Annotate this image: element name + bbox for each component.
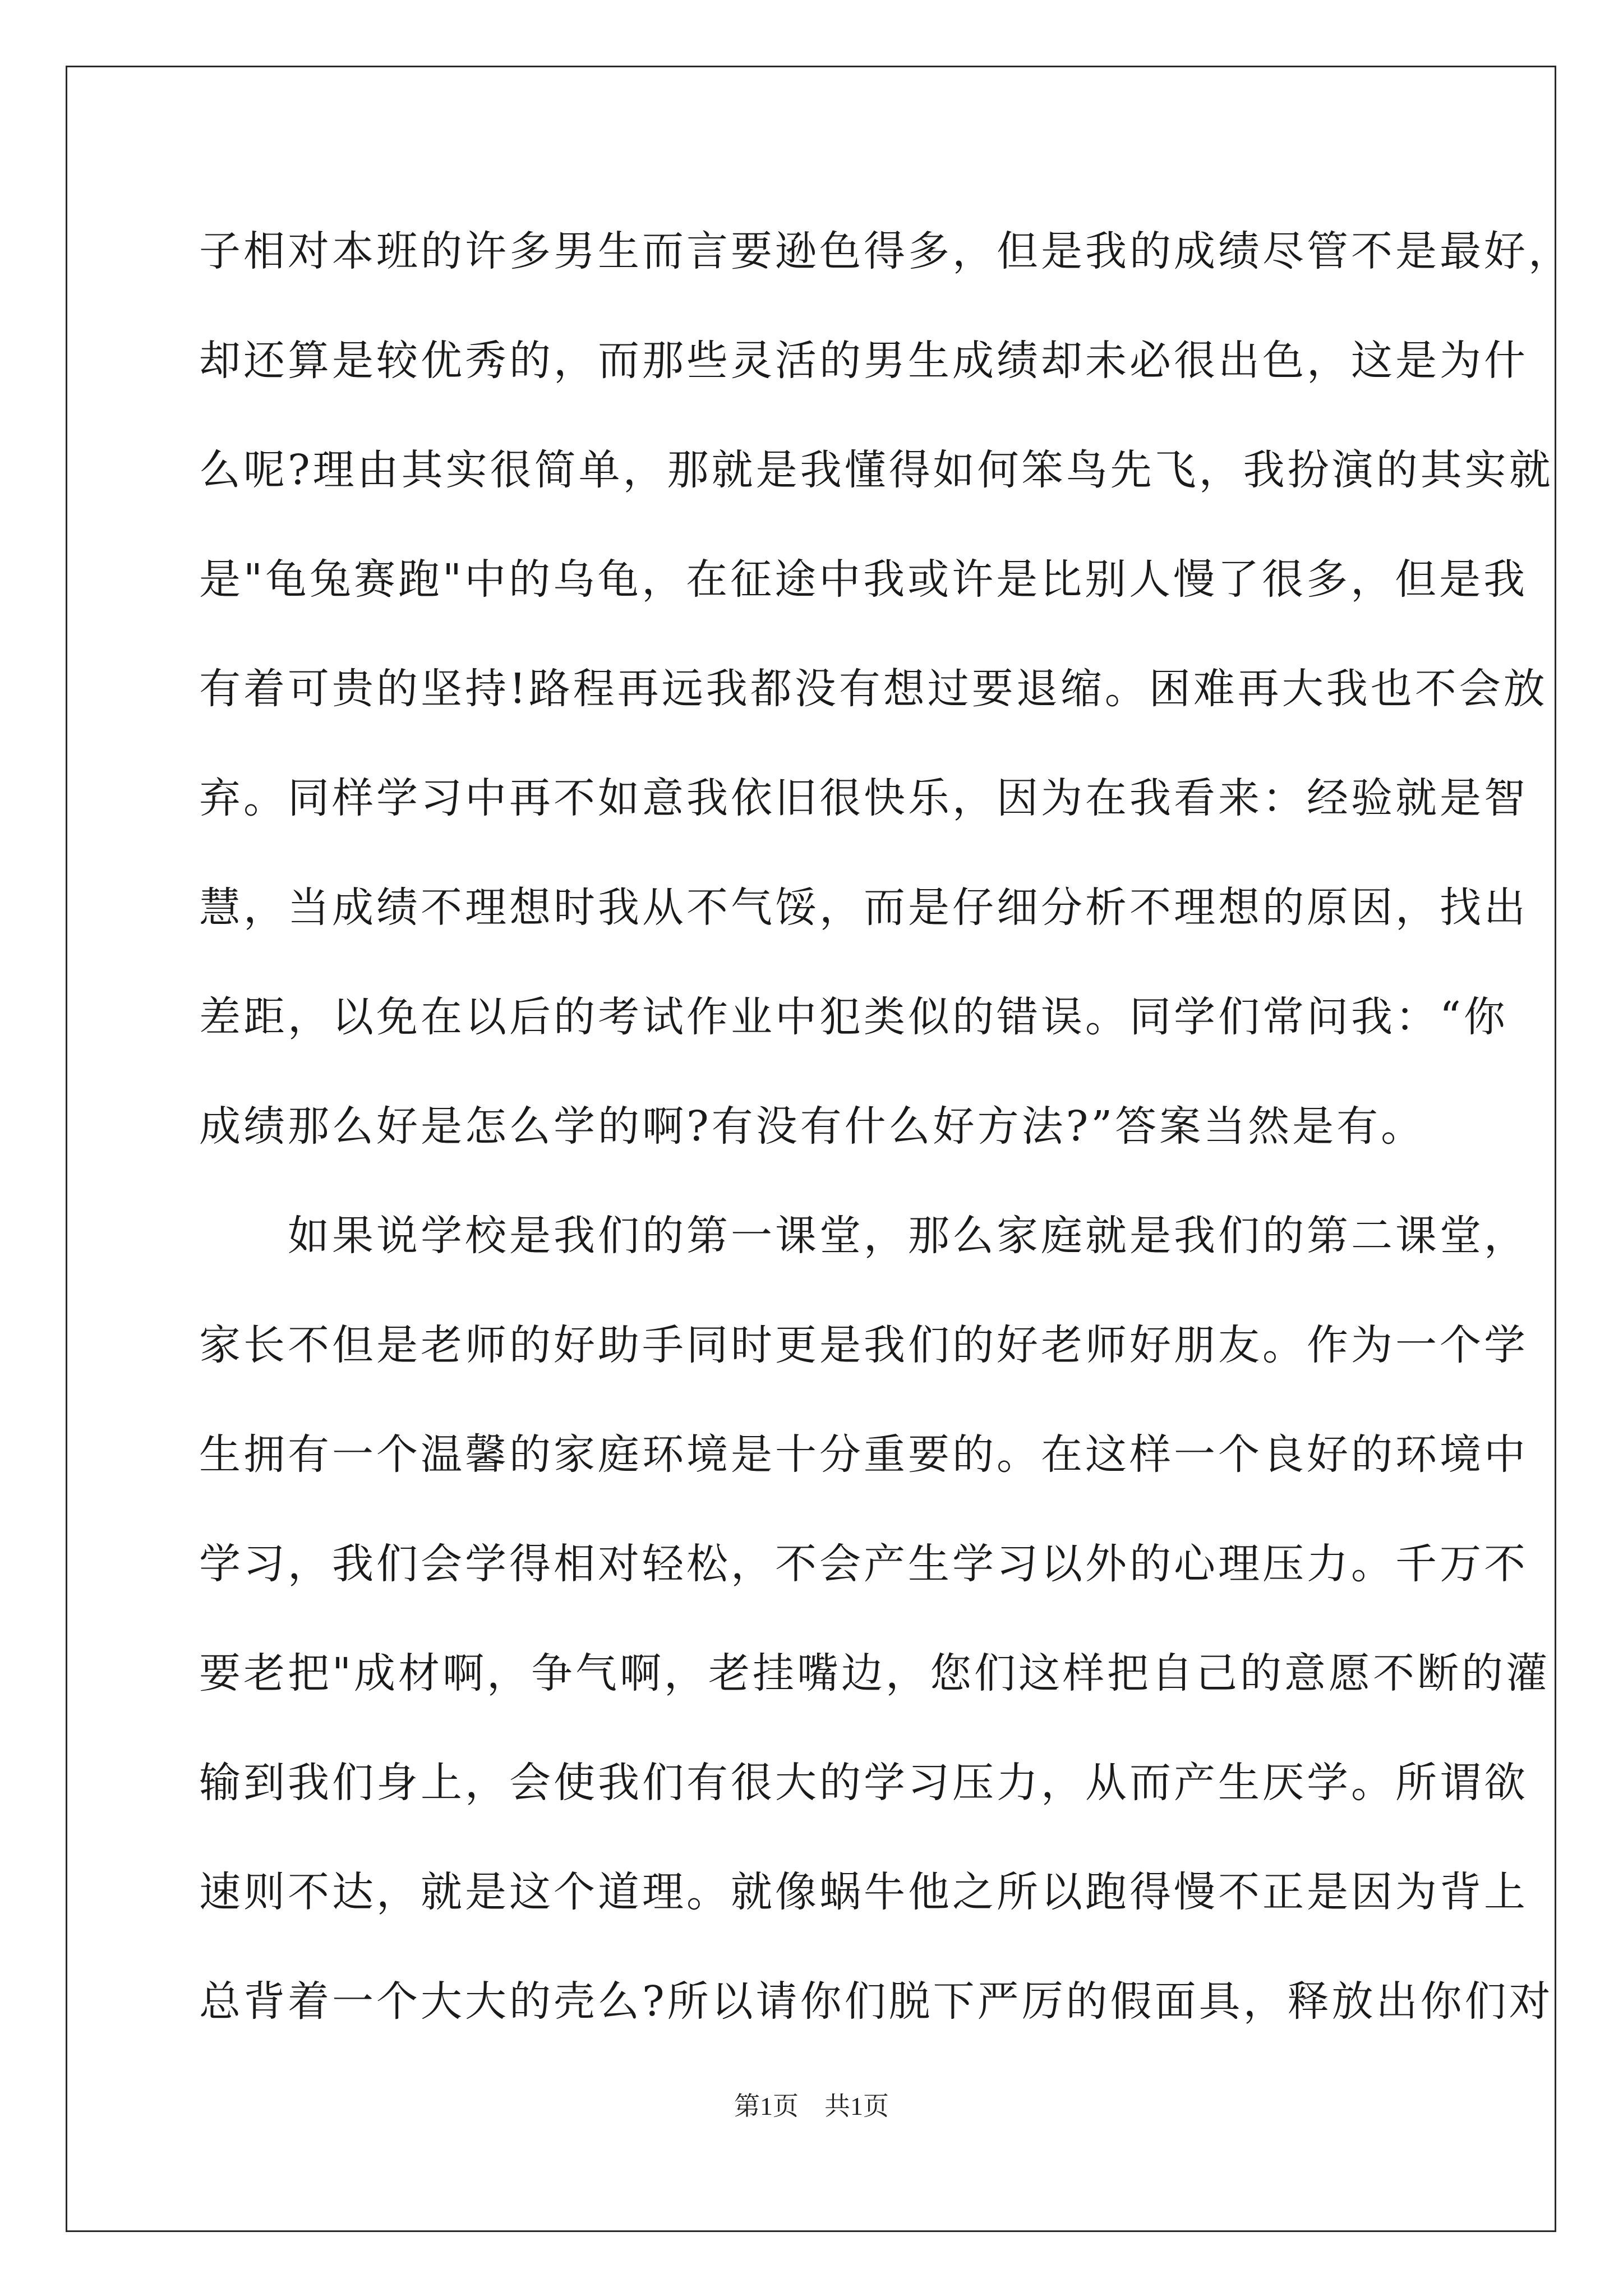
page-number-footer: 第1页 共1页	[734, 2092, 889, 2120]
text-line: 成绩那么好是怎么学的啊?有没有什么好方法?”答案当然是有。	[199, 1102, 1426, 1151]
text-line: 家长不但是老师的好助手同时更是我们的好老师好朋友。作为一个学	[199, 1321, 1528, 1369]
text-line: 是"龟兔赛跑"中的乌龟，在征途中我或许是比别人慢了很多，但是我	[199, 555, 1528, 604]
text-line: 子相对本班的许多男生而言要逊色得多，但是我的成绩尽管不是最好，	[199, 227, 1573, 275]
text-line: 差距，以免在以后的考试作业中犯类似的错误。同学们常问我：“你	[199, 993, 1508, 1041]
text-line: 却还算是较优秀的，而那些灵活的男生成绩却未必很出色，这是为什	[199, 337, 1528, 385]
text-line: 有着可贵的坚持!路程再远我都没有想过要退缩。困难再大我也不会放	[199, 665, 1548, 713]
text-line: 生拥有一个温馨的家庭环境是十分重要的。在这样一个良好的环境中	[199, 1430, 1528, 1479]
text-line: 么呢?理由其实很简单，那就是我懂得如何笨鸟先飞，我扮演的其实就	[199, 446, 1553, 494]
text-line: 要老把"成材啊，争气啊，老挂嘴边，您们这样把自己的意愿不断的灌	[199, 1649, 1551, 1697]
text-line: 学习，我们会学得相对轻松，不会产生学习以外的心理压力。千万不	[199, 1540, 1528, 1588]
text-line: 速则不达，就是这个道理。就像蜗牛他之所以跑得慢不正是因为背上	[199, 1868, 1528, 1916]
paragraph-start-line: 如果说学校是我们的第一课堂，那么家庭就是我们的第二课堂，	[199, 1212, 1528, 1260]
text-line: 输到我们身上，会使我们有很大的学习压力，从而产生厌学。所谓欲	[199, 1759, 1528, 1807]
text-line: 总背着一个大大的壳么?所以请你们脱下严厉的假面具，释放出你们对	[199, 1977, 1553, 2026]
text-line: 弃。同样学习中再不如意我依旧很快乐，因为在我看来：经验就是智	[199, 774, 1528, 822]
text-line: 慧，当成绩不理想时我从不气馁，而是仔细分析不理想的原因，找出	[199, 884, 1528, 932]
